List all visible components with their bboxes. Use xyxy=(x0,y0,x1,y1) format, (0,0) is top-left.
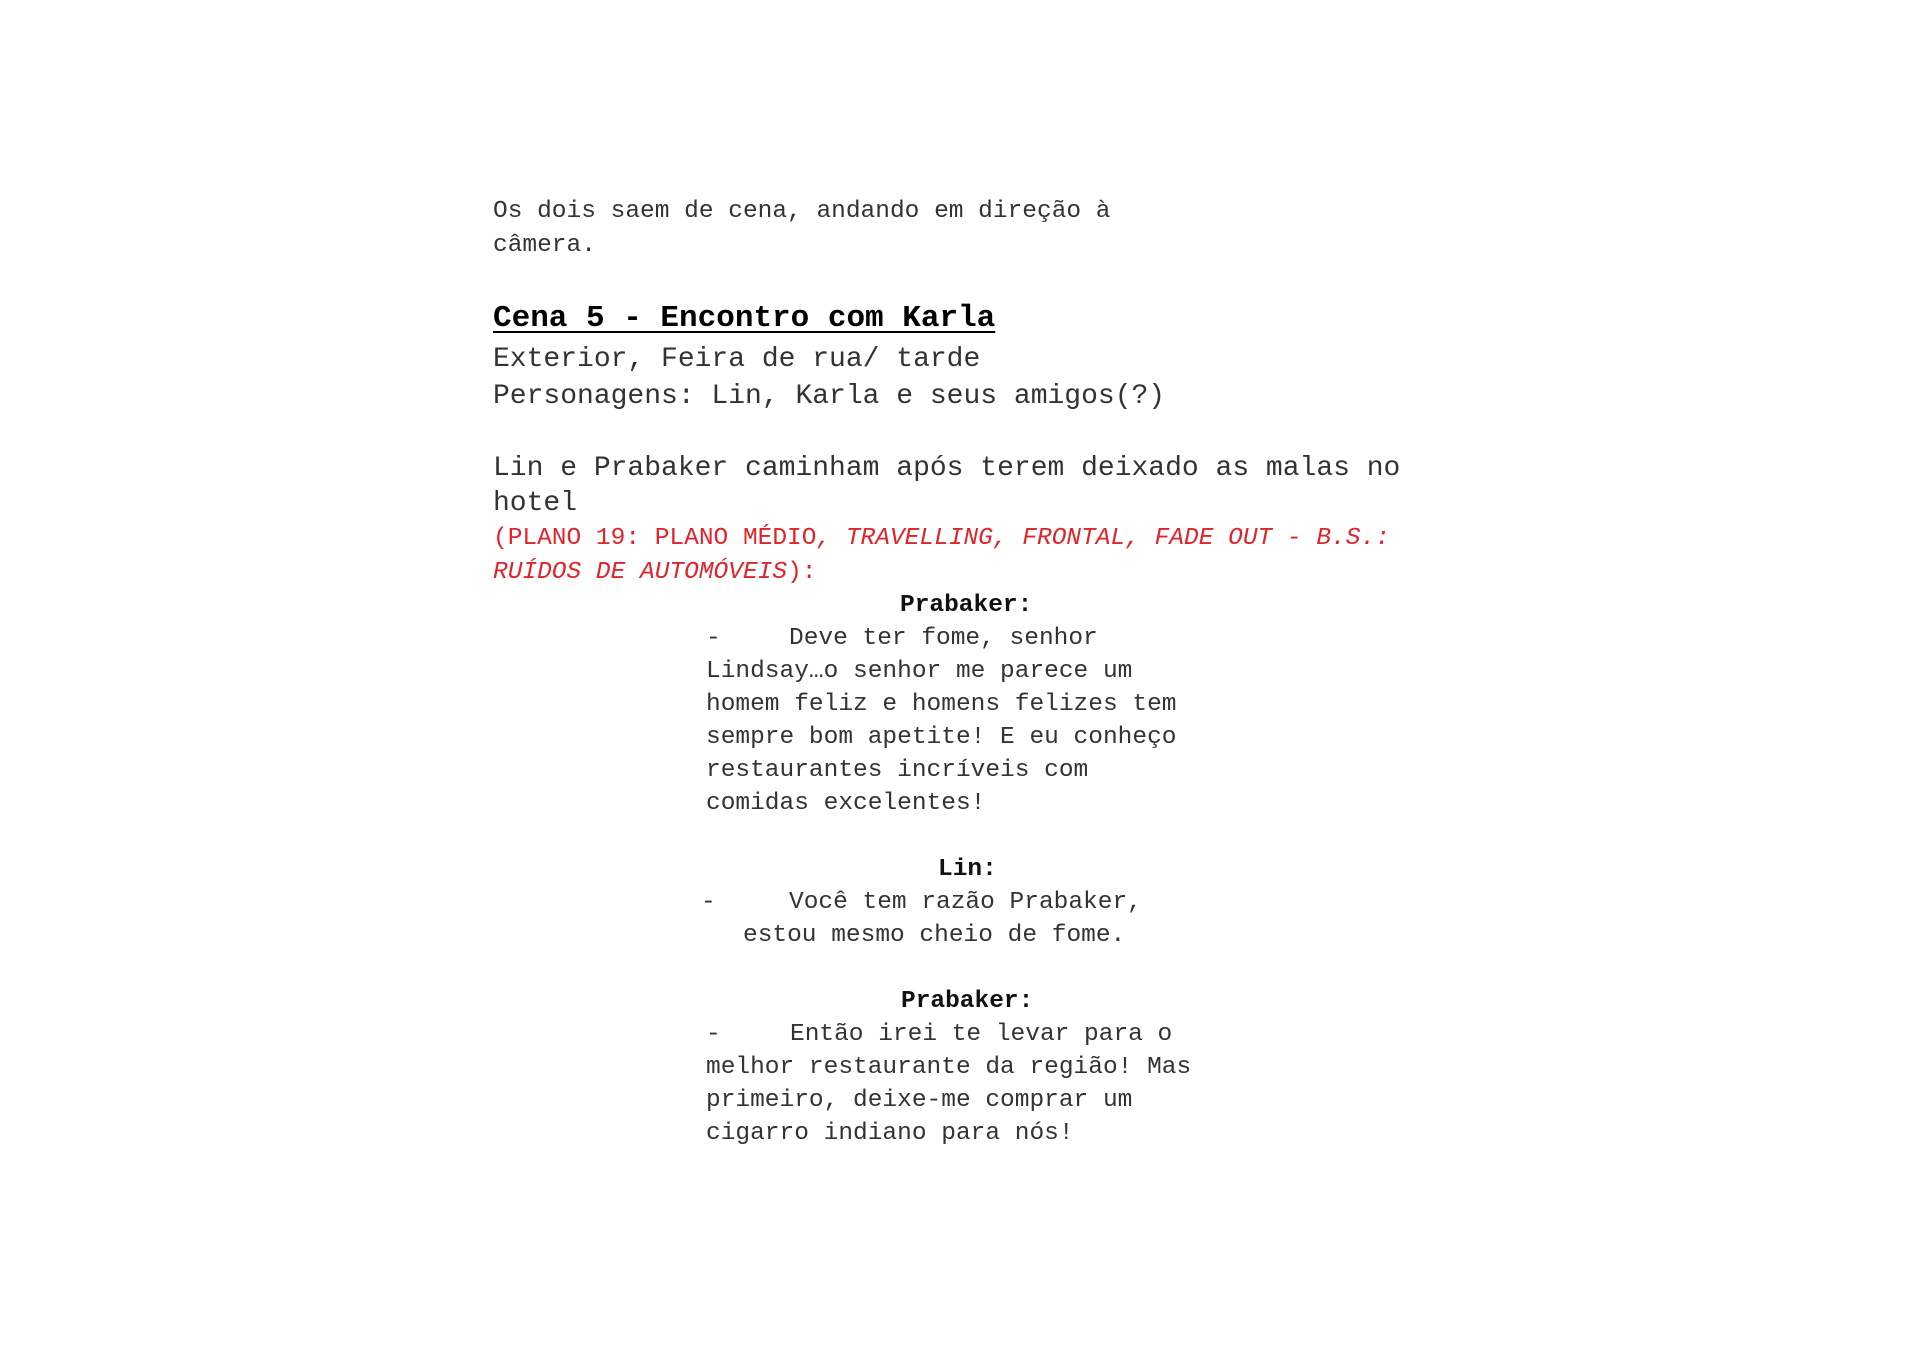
dialogue-line: primeiro, deixe-me comprar um xyxy=(706,1087,1133,1114)
dialogue-dash: - xyxy=(701,889,716,916)
shot-note-close: ): xyxy=(787,559,817,586)
intro-line-1: Os dois saem de cena, andando em direção à xyxy=(493,198,1111,225)
dialogue-dash: - xyxy=(706,625,721,652)
action-line-1: Lin e Prabaker caminham após terem deixado as malas no xyxy=(493,453,1401,484)
action-line-2: hotel xyxy=(493,488,578,519)
scene-characters: Personagens: Lin, Karla e seus amigos(?) xyxy=(493,381,1166,412)
speaker-name: Prabaker: xyxy=(901,988,1034,1015)
shot-note-camera: , TRAVELLING, FRONTAL, FADE OUT - B.S.: xyxy=(816,525,1390,552)
dialogue-line: Então irei te levar para o xyxy=(790,1021,1173,1048)
dialogue-line: Deve ter fome, senhor xyxy=(789,625,1098,652)
speaker-name: Prabaker: xyxy=(900,592,1033,619)
dialogue-line: cigarro indiano para nós! xyxy=(706,1120,1074,1147)
shot-note-sound: RUÍDOS DE AUTOMÓVEIS xyxy=(493,559,788,586)
dialogue-line: Lindsay…o senhor me parece um xyxy=(706,658,1133,685)
dialogue-line: comidas excelentes! xyxy=(706,790,986,817)
shot-note-plan: (PLANO 19: PLANO MÉDIO xyxy=(493,525,817,552)
dialogue-dash: - xyxy=(706,1021,721,1048)
scene-setting: Exterior, Feira de rua/ tarde xyxy=(493,344,981,375)
scene-heading: Cena 5 - Encontro com Karla xyxy=(493,301,996,336)
speaker-name: Lin: xyxy=(938,856,997,883)
shot-note-line-2 xyxy=(493,561,816,586)
intro-line-2: câmera. xyxy=(493,232,596,259)
shot-note-line-1 xyxy=(493,527,1390,552)
dialogue-line: melhor restaurante da região! Mas xyxy=(706,1054,1192,1081)
dialogue-line: sempre bom apetite! E eu conheço xyxy=(706,724,1177,751)
dialogue-line: estou mesmo cheio de fome. xyxy=(743,922,1126,949)
dialogue-line: Você tem razão Prabaker, xyxy=(789,889,1142,916)
dialogue-line: restaurantes incríveis com xyxy=(706,757,1089,784)
dialogue-line: homem feliz e homens felizes tem xyxy=(706,691,1177,718)
